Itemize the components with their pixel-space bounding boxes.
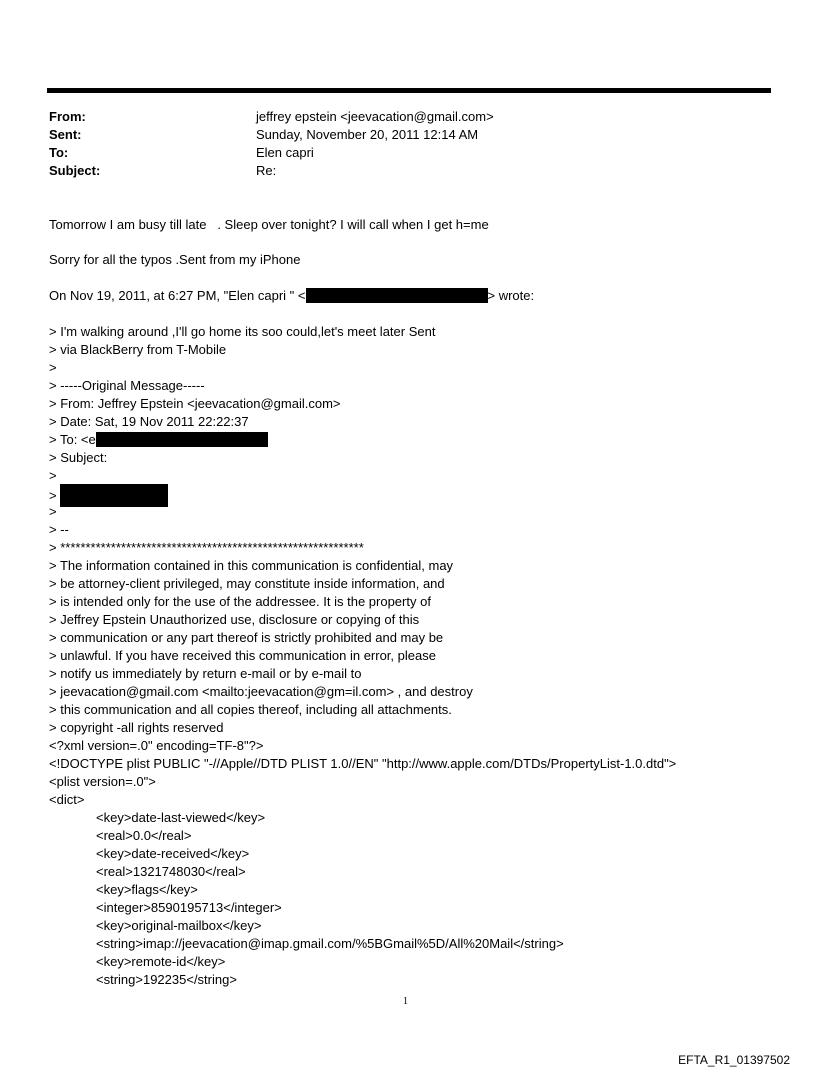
quoted-line: > this communication and all copies thereof, including all attachments. (49, 702, 452, 717)
from-row (49, 108, 494, 126)
email-header (49, 108, 494, 180)
quoted-to-prefix: > To: <e (49, 432, 96, 447)
body-line-1: Tomorrow I am busy till late . Sleep over tonight? I will call when I get h=me (49, 217, 489, 232)
body-line-2: Sorry for all the typos .Sent from my iPhone (49, 252, 301, 267)
quoted-line: > (49, 468, 57, 483)
quoted-redacted-line (49, 484, 168, 502)
quoted-line: > via BlackBerry from T-Mobile (49, 342, 227, 357)
to-value: Elen capri (256, 145, 314, 160)
subject-row (49, 162, 494, 180)
from-label: From: (49, 109, 86, 124)
to-row (49, 144, 494, 162)
header-rule (47, 88, 771, 93)
plist-line: <key>original-mailbox</key> (96, 918, 262, 933)
quoted-line: > copyright -all rights reserved (49, 720, 224, 735)
quoted-line: > I'm walking around ,I'll go home its soo could,let's meet later Sent (49, 324, 436, 339)
quoted-line: > notify us immediately by return e-mail or by e-mail to (49, 666, 362, 681)
quoted-line: > The information contained in this communication is confidential, may (49, 558, 454, 573)
sent-value: Sunday, November 20, 2011 12:14 AM (256, 127, 479, 142)
bates-number: EFTA_R1_01397502 (678, 1053, 790, 1067)
quoted-line: > be attorney-client privileged, may constitute inside information, and (49, 576, 445, 591)
quoted-line: > Date: Sat, 19 Nov 2011 22:22:37 (49, 414, 249, 429)
subject-value: Re: (256, 163, 277, 178)
plist-line: <real>1321748030</real> (96, 864, 246, 879)
plist-line: <plist version=.0"> (49, 774, 156, 789)
plist-line: <string>192235</string> (96, 972, 237, 987)
plist-line: <key>date-last-viewed</key> (96, 810, 266, 825)
plist-line: <?xml version=.0" encoding=TF-8"?> (49, 738, 264, 753)
quoted-line: > jeevacation@gmail.com <mailto:jeevacation@gm=il.com> , and destroy (49, 684, 473, 699)
plist-line: <key>date-received</key> (96, 846, 250, 861)
quoted-line: > Jeffrey Epstein Unauthorized use, disclosure or copying of this (49, 612, 420, 627)
quoted-line: > Subject: (49, 450, 108, 465)
quoted-line: > ************************************************************ (49, 540, 364, 555)
on-wrote-line (49, 287, 534, 305)
quoted-line: > -- (49, 522, 69, 537)
quoted-line: > (49, 504, 57, 519)
plist-line: <key>flags</key> (96, 882, 198, 897)
quoted-line: > communication or any part thereof is strictly prohibited and may be (49, 630, 444, 645)
quoted-to-line (49, 431, 268, 449)
plist-line: <!DOCTYPE plist PUBLIC "-//Apple//DTD PLIST 1.0//EN" "http://www.apple.com/DTDs/PropertyList-1.0.dtd"> (49, 756, 677, 771)
sent-label: Sent: (49, 127, 82, 142)
plist-line: <real>0.0</real> (96, 828, 192, 843)
redaction-block (60, 484, 168, 507)
quoted-redacted-prefix: > (49, 488, 57, 503)
quoted-line: > is intended only for the use of the addressee. It is the property of (49, 594, 431, 609)
plist-line: <integer>8590195713</integer> (96, 900, 282, 915)
quoted-line: > -----Original Message----- (49, 378, 205, 393)
plist-line: <dict> (49, 792, 85, 807)
to-label: To: (49, 145, 69, 160)
on-wrote-prefix: On Nov 19, 2011, at 6:27 PM, "Elen capri " < (49, 288, 306, 303)
redaction-block (96, 432, 268, 447)
page-number: 1 (403, 996, 408, 1007)
plist-line: <string>imap://jeevacation@imap.gmail.com/%5BGmail%5D/All%20Mail</string> (96, 936, 564, 951)
from-value: jeffrey epstein <jeevacation@gmail.com> (256, 109, 494, 124)
quoted-line: > unlawful. If you have received this communication in error, please (49, 648, 436, 663)
plist-line: <key>remote-id</key> (96, 954, 226, 969)
subject-label: Subject: (49, 163, 101, 178)
quoted-line: > From: Jeffrey Epstein <jeevacation@gmail.com> (49, 396, 341, 411)
on-wrote-suffix: > wrote: (487, 288, 535, 303)
quoted-line: > (49, 360, 57, 375)
redaction-block (306, 288, 488, 303)
sent-row (49, 126, 494, 144)
